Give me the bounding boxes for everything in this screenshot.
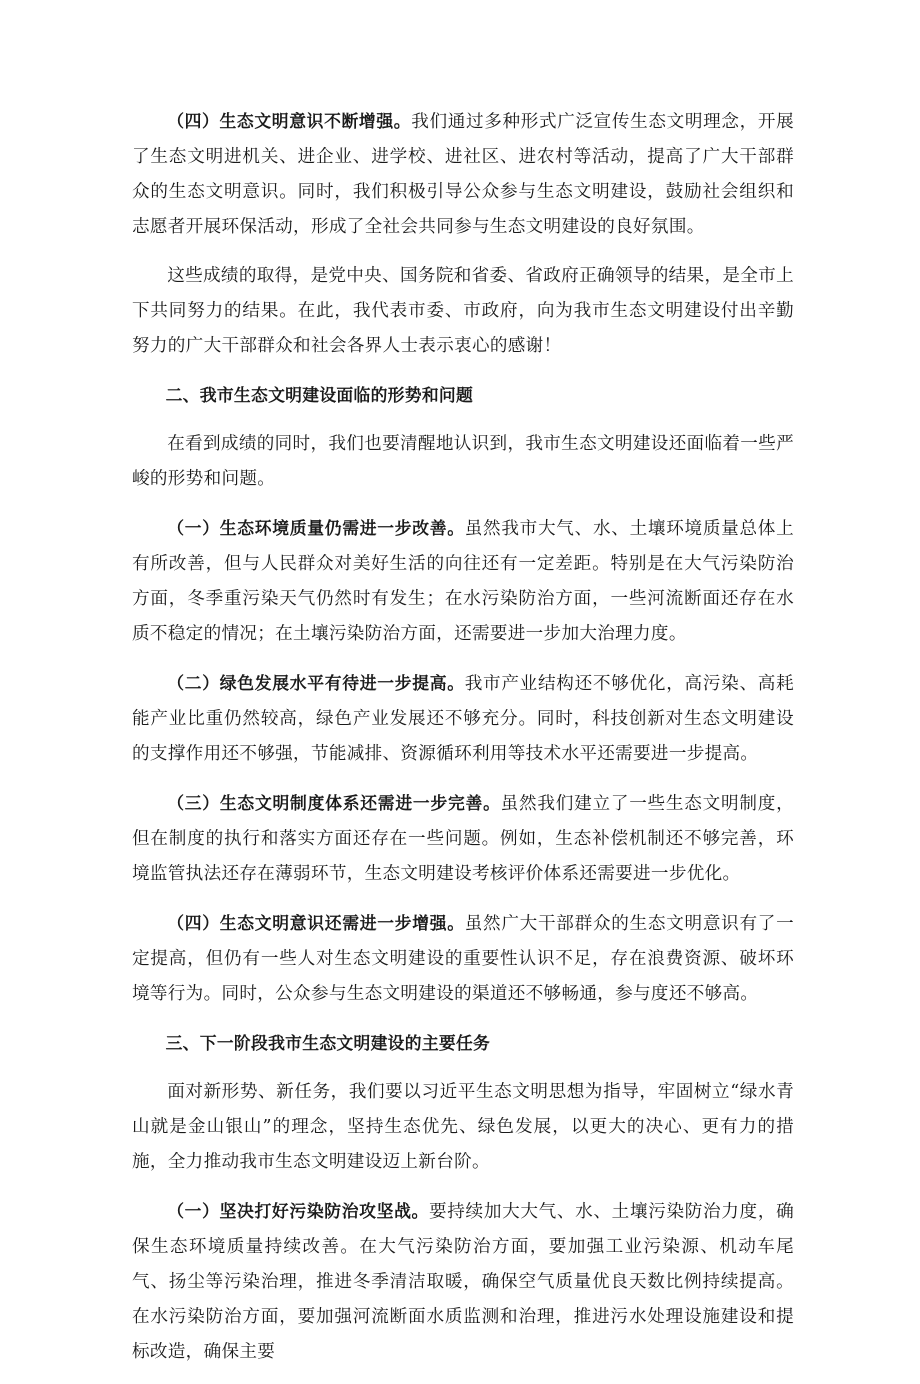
section-heading-tasks: 三、下一阶段我市生态文明建设的主要任务 (165, 1033, 491, 1053)
paragraph-text: 我们通过多种形式广泛宣传生态文明理念，开展了生态文明进机关、进企业、进学校、进社区、进农村等活动，提高了广大干部群众的生态文明意识。同时，我们积极引导公众参与生态文明建设，鼓励社会组织和志愿者开展环保活动，形成了全社会共同参与生态文明建设的良好氛围。 (132, 112, 794, 237)
paragraph-problem-environment (132, 511, 794, 652)
paragraph-lead: （四）生态文明意识还需进一步增强。 (167, 913, 465, 933)
paragraph-text: 虽然广大干部群众的生态文明意识有了一定提高，但仍有一些人对生态文明建设的重要性认识不足，存在浪费资源、破坏环境等行为。同时，公众参与生态文明建设的渠道还不够畅通，参与度还不够高。 (132, 914, 794, 1004)
paragraph-tasks-intro (132, 1075, 794, 1180)
paragraph-text: 要持续加大大气、水、土壤污染防治力度，确保生态环境质量持续改善。在大气污染防治方面，要加强工业污染源、机动车尾气、扬尘等污染治理，推进冬季清洁取暖，确保空气质量优良天数比例持续提高。在水污染防治方面，要加强河流断面水质监测和治理，推进污水处理设施建设和提标改造，确保主要 (132, 1202, 794, 1362)
paragraph-lead: （一）坚决打好污染防治攻坚战。 (167, 1201, 430, 1221)
paragraph-text: 虽然我们建立了一些生态文明制度，但在制度的执行和落实方面还存在一些问题。例如，生态补偿机制还不够完善，环境监管执法还存在薄弱环节，生态文明建设考核评价体系还需要进一步优化。 (132, 794, 794, 884)
paragraph-problems-intro (132, 427, 794, 497)
paragraph-text: 在看到成绩的同时，我们也要清醒地认识到，我市生态文明建设还面临着一些严峻的形势和问题。 (132, 434, 794, 489)
paragraph-lead: （一）生态环境质量仍需进一步改善。 (167, 518, 465, 538)
paragraph-thanks (132, 259, 794, 364)
paragraph-problem-green-development (132, 666, 794, 772)
paragraph-lead: （二）绿色发展水平有待进一步提高。 (167, 673, 465, 693)
paragraph-task-pollution (132, 1194, 794, 1370)
paragraph-text: 面对新形势、新任务，我们要以习近平生态文明思想为指导，牢固树立“绿水青山就是金山银山”的理念，坚持生态优先、绿色发展，以更大的决心、更有力的措施，全力推动我市生态文明建设迈上新台阶。 (132, 1082, 794, 1172)
paragraph-text: 这些成绩的取得，是党中央、国务院和省委、省政府正确领导的结果，是全市上下共同努力的结果。在此，我代表市委、市政府，向为我市生态文明建设付出辛勤努力的广大干部群众和社会各界人士表示衷心的感谢！ (132, 266, 794, 356)
paragraph-lead: （三）生态文明制度体系还需进一步完善。 (167, 793, 501, 813)
paragraph-text: 我市产业结构还不够优化，高污染、高耗能产业比重仍然较高，绿色产业发展还不够充分。同时，科技创新对生态文明建设的支撑作用还不够强，节能减排、资源循环利用等技术水平还需要进一步提高。 (132, 674, 794, 764)
paragraph-problem-institutions (132, 786, 794, 892)
paragraph-text: 虽然我市大气、水、土壤环境质量总体上有所改善，但与人民群众对美好生活的向往还有一定差距。特别是在大气污染防治方面，冬季重污染天气仍然时有发生；在水污染防治方面，一些河流断面还存在水质不稳定的情况；在土壤污染防治方面，还需要进一步加大治理力度。 (132, 519, 794, 644)
document-page (132, 104, 794, 1384)
paragraph-lead: （四）生态文明意识不断增强。 (167, 111, 412, 131)
section-heading-problems: 二、我市生态文明建设面临的形势和问题 (165, 385, 474, 405)
paragraph-problem-awareness (132, 906, 794, 1012)
paragraph-awareness-achievement (132, 104, 794, 245)
